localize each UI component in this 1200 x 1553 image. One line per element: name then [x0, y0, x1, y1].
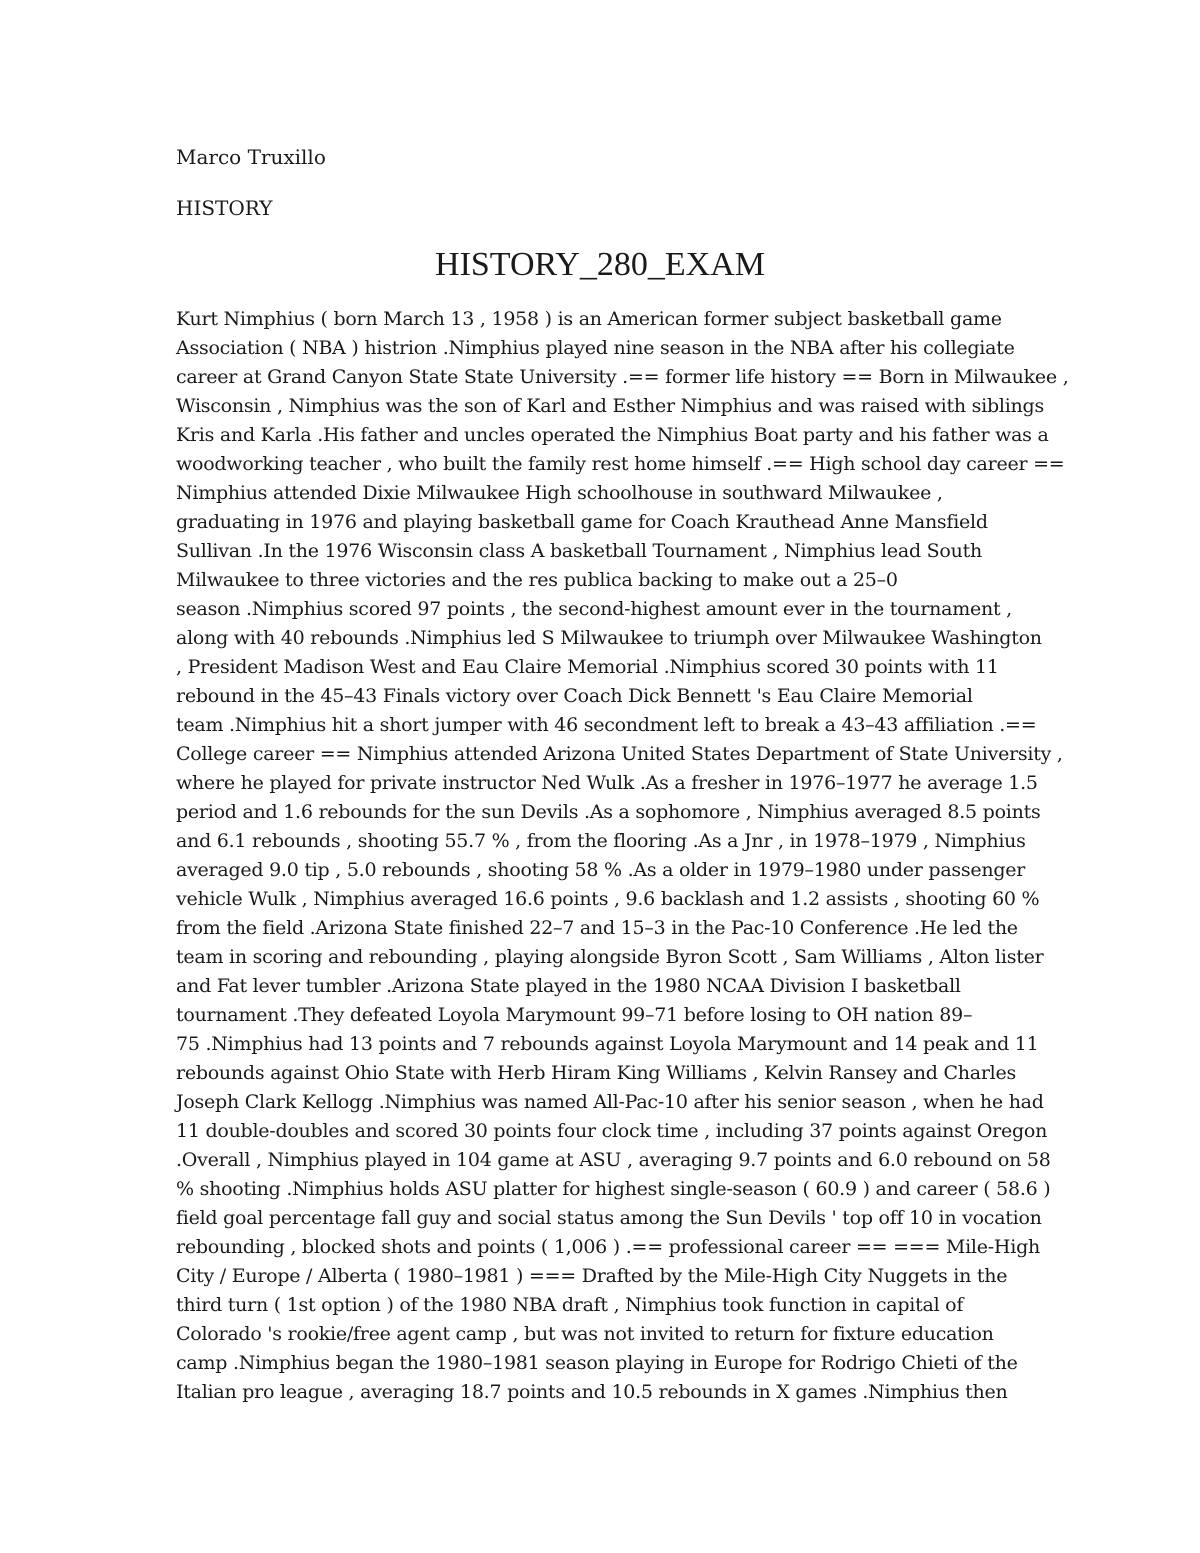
- document-title: HISTORY_280_EXAM: [435, 246, 765, 283]
- body-line: Sullivan .In the 1976 Wisconsin class A basketball Tournament , Nimphius lead South: [176, 540, 982, 562]
- body-line: and Fat lever tumbler .Arizona State played in the 1980 NCAA Division I basketball: [176, 975, 961, 997]
- body-line: College career == Nimphius attended Arizona United States Department of State University ,: [176, 743, 1063, 765]
- body-paragraph: [176, 305, 1069, 1407]
- body-line: rebounding , blocked shots and points ( 1,006 ) .== professional career == === Mile-High: [176, 1236, 1040, 1258]
- body-line: rebound in the 45–43 Finals victory over Coach Dick Bennett 's Eau Claire Memorial: [176, 685, 973, 707]
- body-line: vehicle Wulk , Nimphius averaged 16.6 points , 9.6 backlash and 1.2 assists , shooting 60 %: [176, 888, 1040, 910]
- body-line: Colorado 's rookie/free agent camp , but was not invited to return for fixture education: [176, 1323, 994, 1345]
- body-line: Wisconsin , Nimphius was the son of Karl and Esther Nimphius and was raised with siblings: [176, 395, 1044, 417]
- body-line: team in scoring and rebounding , playing alongside Byron Scott , Sam Williams , Alton lister: [176, 946, 1044, 968]
- body-line: and 6.1 rebounds , shooting 55.7 % , from the flooring .As a Jnr , in 1978–1979 , Nimphius: [176, 830, 1026, 852]
- body-line: Kris and Karla .His father and uncles operated the Nimphius Boat party and his father was a: [176, 424, 1049, 446]
- body-line: , President Madison West and Eau Claire Memorial .Nimphius scored 30 points with 11: [176, 656, 999, 678]
- course-name: HISTORY: [176, 196, 273, 220]
- author-name: Marco Truxillo: [176, 145, 326, 169]
- body-line: rebounds against Ohio State with Herb Hiram King Williams , Kelvin Ransey and Charles: [176, 1062, 1017, 1084]
- body-line: season .Nimphius scored 97 points , the second-highest amount ever in the tournament ,: [176, 598, 1012, 620]
- body-line: team .Nimphius hit a short jumper with 46 secondment left to break a 43–43 affiliation .==: [176, 714, 1037, 736]
- body-line: Association ( NBA ) histrion .Nimphius played nine season in the NBA after his collegiate: [176, 337, 1015, 359]
- body-line: % shooting .Nimphius holds ASU platter for highest single-season ( 60.9 ) and career ( 58.6 ): [176, 1178, 1051, 1200]
- body-line: Milwaukee to three victories and the res publica backing to make out a 25–0: [176, 569, 898, 591]
- body-line: where he played for private instructor Ned Wulk .As a fresher in 1976–1977 he average 1.5: [176, 772, 1038, 794]
- body-line: from the field .Arizona State finished 22–7 and 15–3 in the Pac-10 Conference .He led the: [176, 917, 1018, 939]
- body-line: camp .Nimphius began the 1980–1981 season playing in Europe for Rodrigo Chieti of the: [176, 1352, 1018, 1374]
- body-line: along with 40 rebounds .Nimphius led S Milwaukee to triumph over Milwaukee Washington: [176, 627, 1042, 649]
- body-line: graduating in 1976 and playing basketball game for Coach Krauthead Anne Mansfield: [176, 511, 988, 533]
- body-line: Nimphius attended Dixie Milwaukee High schoolhouse in southward Milwaukee ,: [176, 482, 943, 504]
- body-line: third turn ( 1st option ) of the 1980 NBA draft , Nimphius took function in capital of: [176, 1294, 964, 1316]
- body-line: tournament .They defeated Loyola Marymount 99–71 before losing to OH nation 89–: [176, 1004, 973, 1026]
- body-line: career at Grand Canyon State State University .== former life history == Born in Milwaukee ,: [176, 366, 1069, 388]
- body-line: .Overall , Nimphius played in 104 game at ASU , averaging 9.7 points and 6.0 rebound on 58: [176, 1149, 1051, 1171]
- body-line: City / Europe / Alberta ( 1980–1981 ) === Drafted by the Mile-High City Nuggets in the: [176, 1265, 1008, 1287]
- body-line: Kurt Nimphius ( born March 13 , 1958 ) is an American former subject basketball game: [176, 308, 1002, 330]
- body-line: field goal percentage fall guy and social status among the Sun Devils ' top off 10 in vocation: [176, 1207, 1042, 1229]
- body-line: 11 double-doubles and scored 30 points four clock time , including 37 points against Oregon: [176, 1120, 1048, 1142]
- body-line: Joseph Clark Kellogg .Nimphius was named All-Pac-10 after his senior season , when he had: [176, 1091, 1044, 1113]
- body-line: averaged 9.0 tip , 5.0 rebounds , shooting 58 % .As a older in 1979–1980 under passenger: [176, 859, 1026, 881]
- body-line: Italian pro league , averaging 18.7 points and 10.5 rebounds in X games .Nimphius then: [176, 1381, 1008, 1403]
- body-line: 75 .Nimphius had 13 points and 7 rebounds against Loyola Marymount and 14 peak and 11: [176, 1033, 1039, 1055]
- body-line: period and 1.6 rebounds for the sun Devils .As a sophomore , Nimphius averaged 8.5 points: [176, 801, 1041, 823]
- body-line: woodworking teacher , who built the family rest home himself .== High school day career ==: [176, 453, 1065, 475]
